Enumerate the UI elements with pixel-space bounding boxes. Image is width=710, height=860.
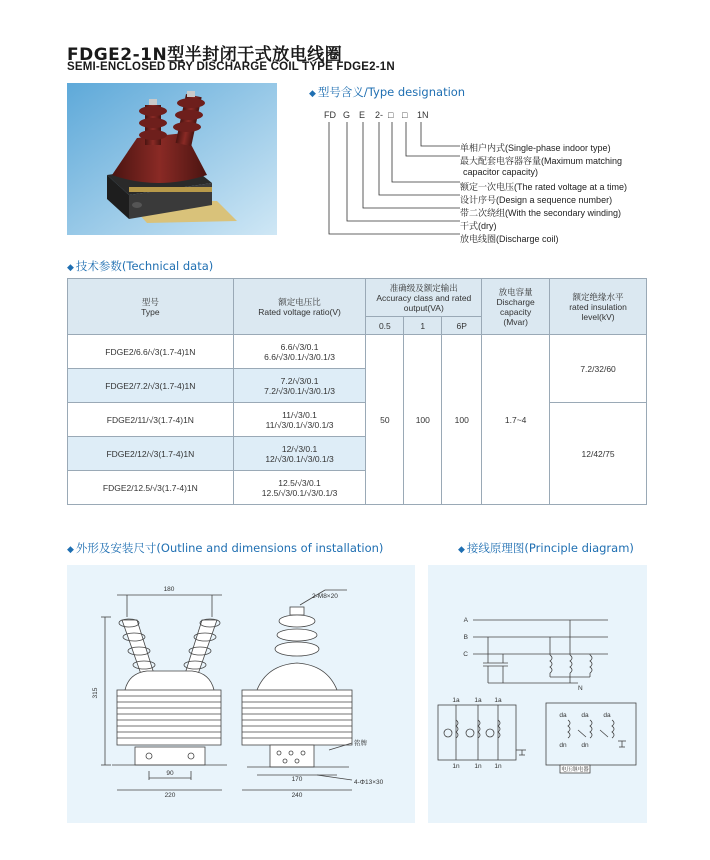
outline-heading: ◆ 外形及安装尺寸(Outline and dimensions of installation)	[67, 541, 384, 555]
line-n-label: N	[578, 685, 583, 692]
technical-data-table	[67, 278, 647, 505]
line-b-label: B	[463, 634, 468, 641]
type-cell: FDGE2/12.5/√3(1.7-4)1N	[68, 471, 234, 505]
designation-item-1: 单相户内式(Single-phase indoor type)	[460, 143, 611, 153]
label-1a-3: 1a	[494, 697, 502, 704]
label-1a-2: 1a	[474, 697, 482, 704]
designation-item-5: 带二次绕组(With the secondary winding)	[460, 208, 622, 218]
header-type: 型号 Type	[68, 279, 234, 335]
header-acc-05: 0.5	[366, 317, 404, 335]
product-photo	[67, 83, 277, 235]
relay-label: 电压继电器	[561, 767, 589, 773]
code-e: E	[359, 110, 366, 120]
dim-240: 240	[291, 792, 303, 799]
code-g: G	[343, 110, 351, 120]
outline-drawing	[67, 565, 415, 823]
code-box1: □	[388, 110, 394, 120]
ratio-cell: 12/√3/0.1 12/√3/0.1/√3/0.1/3	[233, 437, 366, 471]
label-dn-1: dn	[559, 742, 567, 749]
table-row	[68, 335, 647, 369]
line-a-label: A	[463, 617, 468, 624]
label-1a-1: 1a	[452, 697, 460, 704]
ratio-cell: 11/√3/0.1 11/√3/0.1/√3/0.1/3	[233, 403, 366, 437]
code-fd: FD	[324, 110, 336, 120]
type-cell: FDGE2/6.6/√3(1.7-4)1N	[68, 335, 234, 369]
line-c-label: C	[463, 651, 468, 658]
insulation-value-a: 7.2/32/60	[550, 335, 647, 403]
page-subtitle: SEMI-ENCLOSED DRY DISCHARGE COIL TYPE FDGE2-1N	[67, 61, 395, 73]
type-cell: FDGE2/12/√3(1.7-4)1N	[68, 437, 234, 471]
label-1n-1: 1n	[452, 763, 460, 770]
dim-170: 170	[291, 776, 303, 783]
designation-item-6: 干式(dry)	[460, 221, 497, 231]
header-insulation: 额定绝缘水平 rated insulation level(kV)	[550, 279, 647, 335]
nameplate-label: 铭牌	[354, 740, 367, 747]
designation-connector-lines	[320, 120, 470, 240]
label-1n-2: 1n	[474, 763, 482, 770]
code-1n: 1N	[417, 110, 429, 120]
table-row	[68, 403, 647, 437]
designation-item-7: 放电线圈(Discharge coil)	[460, 234, 559, 244]
dim-220: 220	[164, 792, 176, 799]
dim-bolt: 2-M8×20	[312, 593, 338, 600]
header-acc-1: 1	[404, 317, 442, 335]
dim-90: 90	[166, 770, 174, 777]
label-dn-2: dn	[581, 742, 589, 749]
header-acc-6p: 6P	[442, 317, 482, 335]
page-title: FDGE2-1N型半封闭干式放电线圈	[67, 45, 343, 65]
label-1n-3: 1n	[494, 763, 502, 770]
technical-data-heading: ◆ 技术参数(Technical data)	[67, 259, 214, 273]
acc-05-value: 50	[366, 335, 404, 505]
acc-6p-value: 100	[442, 335, 482, 505]
dim-315: 315	[92, 687, 99, 699]
designation-item-4: 设计序号(Design a sequence number)	[460, 195, 613, 205]
label-da-3: da	[603, 712, 611, 719]
designation-item-2b: capacitor capacity)	[463, 167, 539, 177]
ratio-cell: 12.5/√3/0.1 12.5/√3/0.1/√3/0.1/3	[233, 471, 366, 505]
capacity-value: 1.7~4	[482, 335, 550, 505]
designation-item-3: 额定一次电压(The rated voltage at a time)	[460, 182, 628, 192]
type-designation-heading: ◆ 型号含义/Type designation	[309, 85, 466, 99]
dim-180: 180	[163, 586, 175, 593]
label-da-1: da	[559, 712, 567, 719]
acc-1-value: 100	[404, 335, 442, 505]
header-ratio: 额定电压比 Rated voltage ratio(V)	[233, 279, 366, 335]
code-2: 2-	[375, 110, 384, 120]
label-da-2: da	[581, 712, 589, 719]
ratio-cell: 7.2/√3/0.1 7.2/√3/0.1/√3/0.1/3	[233, 369, 366, 403]
type-cell: FDGE2/7.2/√3(1.7-4)1N	[68, 369, 234, 403]
principle-heading: ◆ 接线原理图(Principle diagram)	[458, 541, 634, 555]
header-capacity: 放电容量 Discharge capacity (Mvar)	[482, 279, 550, 335]
dim-holes: 4-Φ13×30	[354, 779, 384, 786]
code-box2: □	[402, 110, 408, 120]
designation-item-2: 最大配套电容器容量(Maximum matching	[460, 156, 623, 166]
insulation-value-b: 12/42/75	[550, 403, 647, 505]
principle-drawing	[428, 565, 647, 823]
type-cell: FDGE2/11/√3(1.7-4)1N	[68, 403, 234, 437]
header-accuracy: 准确级及额定输出 Accuracy class and rated output(VA)	[366, 279, 482, 317]
ratio-cell: 6.6/√3/0.1 6.6/√3/0.1/√3/0.1/3	[233, 335, 366, 369]
